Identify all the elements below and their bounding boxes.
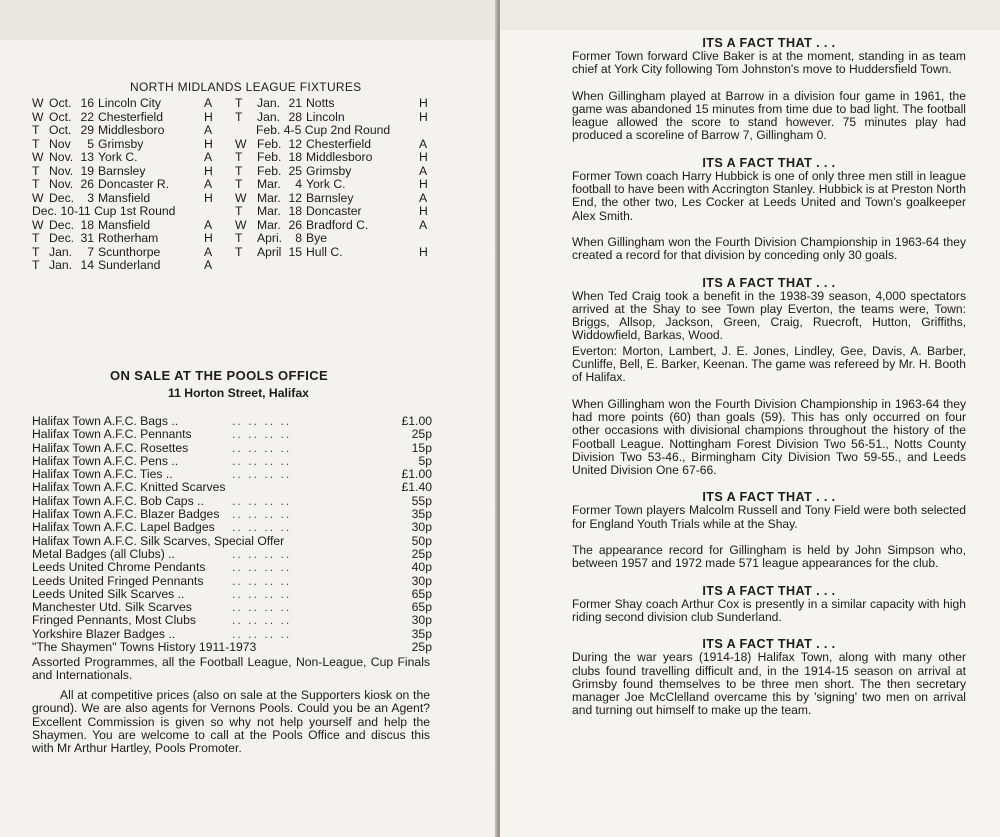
price-value: £1.00	[401, 467, 432, 482]
fixture-day: T	[32, 163, 40, 178]
fixture-date: 16	[80, 96, 94, 110]
fixture-date: 13	[80, 150, 94, 164]
fixture-month: Mar.	[257, 177, 281, 191]
price-value: 25p	[411, 427, 432, 442]
price-item-name: Halifax Town A.F.C. Knitted Scarves	[32, 480, 226, 495]
leader-dots: .. .. .. ..	[232, 414, 292, 428]
price-value: 65p	[411, 600, 432, 615]
fixture-venue: A	[204, 177, 213, 191]
fixture-month: Oct.	[49, 109, 72, 124]
fixture-date: 28	[288, 109, 302, 124]
fact-heading: ITS A FACT THAT . . .	[702, 637, 836, 652]
fixture-opponent: Rotherham	[98, 231, 159, 245]
fixture-row	[32, 124, 442, 138]
fixture-venue: A	[204, 217, 213, 232]
fixture-opponent: Sunderland	[98, 258, 161, 272]
fixture-venue: A	[204, 150, 213, 164]
fixture-month: Jan.	[257, 96, 281, 110]
fixture-month: Dec.	[49, 231, 75, 245]
fixture-venue: H	[419, 177, 428, 191]
fact-heading: ITS A FACT THAT . . .	[702, 36, 836, 50]
fact-heading: ITS A FACT THAT . . .	[702, 155, 836, 170]
price-value: £1.00	[401, 414, 432, 428]
facts-column	[572, 36, 966, 731]
fixture-day: T	[32, 258, 40, 272]
price-value: 40p	[411, 560, 432, 575]
fixture-row	[32, 246, 442, 260]
fixture-month: Jan.	[49, 244, 73, 259]
fixture-day: T	[32, 177, 40, 191]
fixture-venue: A	[419, 163, 428, 178]
fixture-venue: H	[204, 136, 213, 151]
price-item-name: Leeds United Chrome Pendants	[32, 560, 206, 575]
fact-heading: ITS A FACT THAT . . .	[702, 490, 836, 505]
fact-heading: ITS A FACT THAT . . .	[702, 583, 836, 598]
price-row	[32, 588, 432, 601]
price-value: £1.40	[401, 480, 432, 495]
price-value: 35p	[411, 626, 432, 641]
price-row	[32, 521, 432, 534]
price-value: 55p	[411, 493, 432, 508]
show-through-top	[0, 0, 497, 40]
fixture-day: T	[235, 163, 243, 178]
fixture-opponent: Doncaster R.	[98, 177, 170, 191]
price-row	[32, 601, 432, 614]
leader-dots: .. .. .. ..	[232, 453, 292, 468]
fixture-venue: A	[204, 123, 213, 137]
fact-paragraph: When Gillingham won the Fourth Division Championship in 1963-64 they created a record for that division by conceding only 30 goals.	[572, 234, 966, 263]
fixture-day: T	[235, 177, 243, 191]
fixture-opponent: Barnsley	[98, 163, 146, 178]
fixture-row	[32, 205, 442, 219]
price-row	[32, 575, 432, 588]
programmes-text: Assorted Programmes, all the Football League, Non-League, Cup Finals and Internationals.	[32, 655, 430, 683]
fixture-date: 31	[80, 231, 94, 245]
fixture-venue: H	[419, 244, 428, 259]
fact-paragraph: During the war years (1914-18) Halifax Town, along with many other clubs found travelling difficult and, in the 1914-15 season on arrival at Grimsby found themselves to be three men short. The then secretary manager Joe McClelland overcame this by 'signing' two men on arrival and turning out himself to make up the team.	[572, 650, 966, 718]
fixture-month: Mar.	[257, 190, 281, 205]
fixture-day: T	[32, 123, 40, 137]
fixture-month: Nov	[49, 136, 71, 151]
price-row	[32, 628, 432, 641]
fixture-date: 12	[288, 190, 302, 205]
fixture-row	[32, 192, 442, 206]
fixture-day: W	[235, 136, 247, 151]
fixture-cup-round: Dec. 10-11 Cup 1st Round	[32, 204, 176, 218]
fixture-date: 18	[288, 204, 302, 218]
price-item-name: Halifax Town A.F.C. Bob Caps ..	[32, 493, 204, 508]
price-row	[32, 468, 432, 481]
fixture-row	[32, 219, 442, 233]
fixture-row	[32, 111, 442, 125]
fixture-venue: A	[419, 217, 428, 232]
price-item-name: Halifax Town A.F.C. Blazer Badges	[32, 507, 220, 522]
fixture-venue: H	[419, 204, 428, 218]
fixture-opponent: Chesterfield	[306, 136, 372, 151]
fixture-day: T	[235, 204, 243, 218]
fixture-opponent: Bye	[306, 231, 328, 245]
fixture-month: Oct.	[49, 123, 72, 137]
fact-paragraph: Former Town coach Harry Hubbick is one of only three men still in league football to have been with Accrington Stanley. Hubbick is at Preston North End, the other two, Les Cocker at Leeds United and Town's goalkeeper Alex Smith.	[572, 168, 966, 223]
fixture-date: 3	[87, 190, 94, 205]
leader-dots: .. .. .. ..	[232, 546, 292, 561]
fixture-day: W	[235, 190, 247, 205]
price-item-name: Halifax Town A.F.C. Lapel Badges	[32, 520, 215, 535]
price-value: 30p	[411, 573, 432, 588]
sale-title: ON SALE AT THE POOLS OFFICE	[110, 368, 329, 383]
fixture-venue: A	[419, 190, 428, 205]
fixture-venue: H	[204, 190, 213, 205]
fixture-month: Oct.	[49, 96, 72, 110]
fixture-opponent: Grimsby	[306, 163, 352, 178]
fixture-venue: H	[419, 109, 428, 124]
fixture-opponent: Chesterfield	[98, 109, 164, 124]
price-item-name: Halifax Town A.F.C. Bags ..	[32, 414, 179, 428]
price-row	[32, 548, 432, 561]
fact-paragraph: Everton: Morton, Lambert, J. E. Jones, Lindley, Gee, Davis, A. Barber, Cunliffe, Bell, E. Barker, Keenan. The game was refereed by Mr. H. Booth of Halifax.	[572, 343, 966, 385]
price-row	[32, 495, 432, 508]
price-value: 25p	[411, 546, 432, 561]
fixture-opponent: Doncaster	[306, 204, 362, 218]
fixture-row	[32, 232, 442, 246]
fixture-row	[32, 97, 442, 111]
fixture-day: T	[32, 136, 40, 151]
fact-paragraph: When Gillingham played at Barrow in a division four game in 1961, the game was abandoned 15 minutes from time due to bad light. The football league allowed the score to stand however. 75 minutes play had produced a scoreline of Barrow 7, Gillingham 0.	[572, 88, 966, 143]
leader-dots: .. .. .. ..	[232, 626, 292, 641]
leader-dots: .. .. .. ..	[232, 560, 292, 575]
price-value: 5p	[418, 453, 432, 468]
price-row	[32, 442, 432, 455]
price-row	[32, 641, 432, 654]
price-value: 50p	[411, 533, 432, 548]
sale-address: 11 Horton Street, Halifax	[168, 386, 309, 400]
price-row	[32, 481, 432, 494]
price-row	[32, 415, 432, 428]
fixture-opponent: Hull C.	[306, 244, 343, 259]
fixture-date: 12	[288, 136, 302, 151]
leader-dots: .. .. .. ..	[232, 507, 292, 522]
fact-paragraph: Former Town players Malcolm Russell and Tony Field were both selected for England Youth Trials while at the Shay.	[572, 503, 966, 531]
fixture-month: Nov.	[49, 177, 74, 191]
fixture-opponent: Scunthorpe	[98, 244, 161, 259]
fixture-venue: A	[419, 136, 428, 151]
leader-dots: .. .. .. ..	[232, 520, 292, 535]
price-item-name: Yorkshire Blazer Badges ..	[32, 626, 176, 641]
fixture-date: 18	[80, 217, 94, 232]
fixture-date: 4	[295, 177, 302, 191]
price-row	[32, 508, 432, 521]
fixture-opponent: York C.	[306, 177, 346, 191]
fixture-month: Dec.	[49, 217, 75, 232]
fixture-opponent: Bradford C.	[306, 217, 369, 232]
price-value: 35p	[411, 507, 432, 522]
fixture-date: 21	[288, 96, 302, 110]
fixture-month: Jan.	[49, 258, 73, 272]
fact-paragraph: Former Shay coach Arthur Cox is presently in a similar capacity with high riding second division club Sunderland.	[572, 596, 966, 624]
fixture-day: W	[32, 150, 44, 164]
fixture-month: Nov.	[49, 163, 74, 178]
price-value: 65p	[411, 586, 432, 601]
fixture-month: Apri.	[257, 231, 283, 245]
leader-dots: .. .. .. ..	[232, 573, 292, 588]
leader-dots: .. .. .. ..	[232, 586, 292, 601]
price-value: 15p	[411, 440, 432, 455]
price-item-name: Halifax Town A.F.C. Ties ..	[32, 467, 173, 482]
price-item-name: Metal Badges (all Clubs) ..	[32, 546, 175, 561]
fact-paragraph: Former Town forward Clive Baker is at the moment, standing in as team chief at York City following Tom Johnston's move to Huddersfield Town.	[572, 49, 966, 77]
fixture-date: 22	[80, 109, 94, 124]
fixture-venue: A	[204, 244, 213, 259]
fixture-date: 5	[87, 136, 94, 151]
leader-dots: .. .. .. ..	[232, 613, 292, 628]
price-item-name: Leeds United Silk Scarves ..	[32, 586, 185, 601]
fixture-opponent: Middlesboro	[306, 150, 373, 164]
fixture-opponent: Lincoln City	[98, 96, 161, 110]
leader-dots: .. .. .. ..	[232, 467, 292, 482]
price-row	[32, 561, 432, 574]
fixture-date: 7	[87, 244, 94, 259]
promo-text: All at competitive prices (also on sale at the Supporters kiosk on the ground). We are also agents for Vernons Pools. Could you be an Agent? Excellent Commission is given so why not help yourself and help the Shaymen. You are welcome to call at the Pools Office and discus this with Mr Arthur Hartley, Pools Promoter.	[32, 688, 430, 756]
fixture-month: Nov.	[49, 150, 74, 164]
price-row	[32, 535, 432, 548]
fixture-day: W	[32, 109, 44, 124]
fixture-row	[32, 259, 442, 273]
fixtures-table	[32, 97, 442, 273]
fact-paragraph: When Gillingham won the Fourth Division Championship in 1963-64 they had more points (60) than goals (59). This has only occurred on four other occasions with divisional champions throughout the history of the Football League. Nottingham Forest Division Two 56-51., Notts County Division Two 53-46., Birmingham City Division Two 59-55., and Leeds United Division One 67-66.	[572, 396, 966, 478]
fixture-day: T	[235, 244, 243, 259]
fixture-month: Feb.	[257, 150, 282, 164]
fixture-venue: H	[204, 109, 213, 124]
price-item-name: Fringed Pennants, Most Clubs	[32, 613, 196, 628]
fixture-month: Feb.	[257, 136, 282, 151]
fixture-day: W	[32, 96, 44, 110]
fixture-venue: H	[419, 150, 428, 164]
fixture-month: April	[257, 244, 282, 259]
fixture-date: 14	[80, 258, 94, 272]
price-item-name: Halifax Town A.F.C. Rosettes	[32, 440, 189, 455]
price-item-name: Leeds United Fringed Pennants	[32, 573, 204, 588]
fact-heading: ITS A FACT THAT . . .	[702, 275, 836, 290]
fixture-row	[32, 151, 442, 165]
fixture-date: 25	[288, 163, 302, 178]
fixture-venue: H	[204, 163, 213, 178]
fixture-day: T	[235, 231, 243, 245]
fixture-venue: A	[204, 258, 213, 272]
price-item-name: Manchester Utd. Silk Scarves	[32, 600, 192, 615]
fact-paragraph: The appearance record for Gillingham is held by John Simpson who, between 1957 and 1972 made 571 league appearances for the club.	[572, 543, 966, 571]
fixture-date: 26	[288, 217, 302, 232]
sale-price-list	[32, 415, 432, 654]
fixture-opponent: Middlesboro	[98, 123, 165, 137]
fixture-date: 18	[288, 150, 302, 164]
price-row	[32, 455, 432, 468]
fixture-row	[32, 178, 442, 192]
fixture-date: 8	[295, 231, 302, 245]
fixture-date: 15	[288, 244, 302, 259]
price-value: 30p	[411, 520, 432, 535]
fixture-cup-round: Feb. 4-5 Cup 2nd Round	[256, 123, 391, 137]
fixture-day: T	[235, 150, 243, 164]
leader-dots: .. .. .. ..	[232, 493, 292, 508]
fixture-day: W	[32, 190, 44, 205]
fixture-date: 19	[80, 163, 94, 178]
fixtures-title: NORTH MIDLANDS LEAGUE FIXTURES	[130, 80, 362, 94]
leader-dots: .. .. .. ..	[232, 440, 292, 455]
fixture-venue: H	[204, 231, 213, 245]
fixture-day: T	[235, 96, 243, 110]
fixture-opponent: Mansfield	[98, 190, 151, 205]
fixture-day: T	[235, 109, 243, 124]
price-item-name: Halifax Town A.F.C. Pennants	[32, 427, 192, 442]
fixture-day: W	[32, 217, 44, 232]
fixture-day: T	[32, 231, 40, 245]
fixture-row	[32, 165, 442, 179]
fixture-month: Mar.	[257, 204, 281, 218]
fixture-month: Feb.	[257, 163, 282, 178]
fact-paragraph: When Ted Craig took a benefit in the 1938-39 season, 4,000 spectators arrived at the Shay to see Town play Everton, the teams were, Town: Briggs, Allsop, Jackson, Green, Craig, Ruecroft, Hutton, Griffiths, Widdowfield, Barkas, Wood.	[572, 288, 966, 343]
fixture-opponent: Lincoln	[306, 109, 345, 124]
fixture-month: Jan.	[257, 109, 281, 124]
fixture-venue: H	[419, 96, 428, 110]
left-page	[0, 0, 497, 837]
fixture-opponent: York C.	[98, 150, 138, 164]
price-value: 30p	[411, 613, 432, 628]
fixture-month: Dec.	[49, 190, 75, 205]
fixture-month: Mar.	[257, 217, 281, 232]
price-item-name: Halifax Town A.F.C. Pens ..	[32, 453, 179, 468]
price-item-name: "The Shaymen" Towns History 1911-1973	[32, 640, 257, 655]
fixture-day: W	[235, 217, 247, 232]
price-item-name: Halifax Town A.F.C. Silk Scarves, Special Offer	[32, 533, 285, 548]
fixture-opponent: Notts	[306, 96, 335, 110]
show-through-top-right	[500, 0, 1000, 30]
fixture-opponent: Grimsby	[98, 136, 144, 151]
price-row	[32, 428, 432, 441]
fixture-day: T	[32, 244, 40, 259]
fixture-opponent: Mansfield	[98, 217, 151, 232]
leader-dots: .. .. .. ..	[232, 427, 292, 442]
fixture-opponent: Barnsley	[306, 190, 354, 205]
fixture-date: 26	[80, 177, 94, 191]
fixture-date: 29	[80, 123, 94, 137]
leader-dots: .. .. .. ..	[232, 600, 292, 615]
price-value: 25p	[411, 640, 432, 655]
fixture-venue: A	[204, 96, 213, 110]
fixture-row	[32, 138, 442, 152]
price-row	[32, 614, 432, 627]
